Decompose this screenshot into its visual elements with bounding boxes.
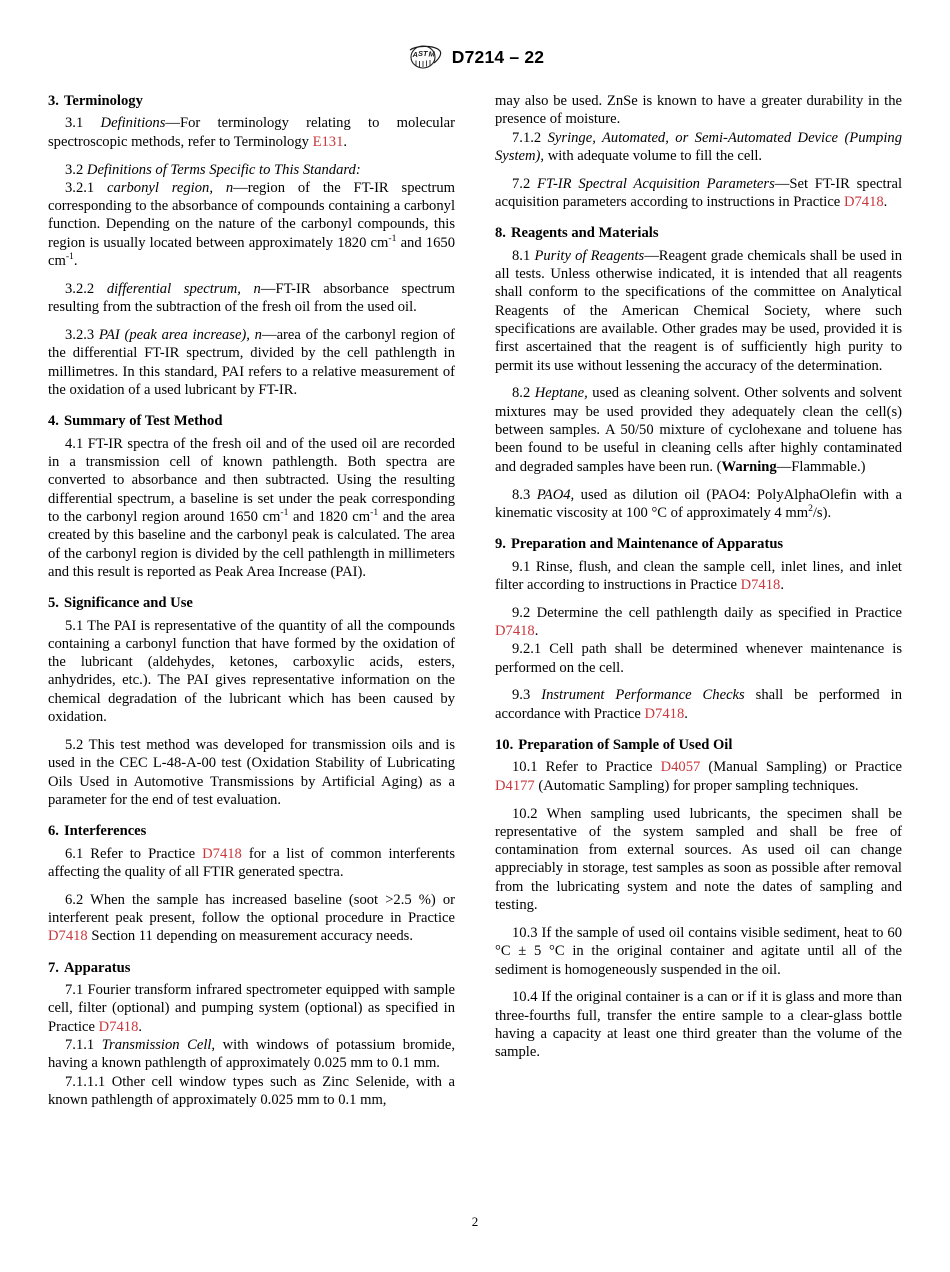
clause-text-7-1-a: Fourier transform infrared spectrometer equipped with sample cell, filter (optional) and pumping system (optional) as specified in Practice [48, 981, 455, 1035]
clause-text-5-1: The PAI is representative of the quantity of all the compounds containing a carbonyl function that have formed by the oxidation of the lubricant (aldehydes, ketones, carboxylic acids, esters, anhydrides, etc.). The PAI gives representative information on the chemical degradation of the lubricant which has been caused by oxidation. [48, 617, 455, 726]
clause-text-10-1-c: (Automatic Sampling) for proper sampling techniques. [534, 777, 859, 794]
section-title-10: Preparation of Sample of Used Oil [518, 737, 733, 753]
clause-text-10-2: When sampling used lubricants, the specimen shall be representative of the system sampled and shall be free of contamination from external sources. As used oil can change appreciably in storage, test samples as soon as possible after removal from the lubricating system and note the dates of sampling and testing. [495, 805, 902, 914]
page-footer [0, 1214, 950, 1230]
paragraph-7-1-1-1 [48, 1073, 455, 1110]
superscript-minus-one-d: -1 [370, 507, 379, 519]
clause-number-10-2: 10.2 [512, 805, 538, 822]
left-column [48, 92, 455, 1109]
term-syringe-device: Syringe, Automated, or Semi-Automated Device (Pumping System), [495, 129, 902, 164]
clause-text-10-4: If the original container is a can or if it is glass and more than three-fourths full, transfer the entire sample to a clear-glass bottle having a capacity at least one third greater than the volume of the sample. [495, 989, 902, 1061]
clause-text-6-1-b: for a list of common interferents affecting the quality of all FTIR generated spectra. [48, 845, 455, 880]
paragraph-3-2 [48, 161, 455, 179]
paragraph-3-2-3 [48, 326, 455, 399]
superscript-minus-one-a: -1 [388, 232, 397, 244]
term-heptane: Heptane, [534, 385, 588, 402]
clause-text-9-3-b: . [684, 705, 688, 722]
clause-text-8-3-a: used as dilution oil (PAO4: PolyAlphaOlefin with a kinematic viscosity at 100 °C of approximately 4 mm [495, 486, 903, 521]
section-number-4: 4. [48, 413, 59, 430]
clause-number-3-2-3: 3.2.3 [65, 327, 95, 343]
clause-text-8-2-a: used as cleaning solvent. Other solvents and solvent mixtures may be used provided they adequately clean the cell(s) between samples. A 50/50 mixture of cyclohexane and toluene has been found to be useful in cleaning cells after highly contaminated and degraded samples have been run. ( [495, 385, 902, 475]
term-carbonyl-region: carbonyl region, n [107, 179, 234, 196]
superscript-minus-one-c: -1 [280, 507, 289, 519]
section-heading-6 [48, 822, 455, 840]
section-title-8: Reagents and Materials [510, 225, 659, 242]
clause-text-8-3-b: /s). [812, 504, 832, 521]
clause-number-9-1: 9.1 [512, 558, 531, 575]
link-d7418-7-2[interactable]: D7418 [843, 194, 884, 211]
paragraph-8-3 [495, 486, 902, 523]
section-title-4: Summary of Test Method [63, 413, 223, 430]
section-title-3: Terminology [63, 93, 143, 109]
clause-text-4-1-b: and 1820 cm [288, 508, 371, 525]
link-d7418-9-2[interactable]: D7418 [495, 622, 535, 639]
clause-text-7-2-b: . [883, 194, 888, 211]
link-d4177[interactable]: D4177 [495, 777, 535, 794]
paragraph-10-4 [495, 988, 902, 1061]
clause-text-6-2-a: When the sample has increased baseline (soot >2.5 %) or interferent peak present, follow the optional procedure in Practice [48, 891, 455, 926]
section-number-6: 6. [48, 823, 59, 840]
clause-number-8-1: 8.1 [512, 247, 531, 264]
section-heading-4 [48, 412, 455, 430]
clause-text-3-2-1-a: —region of the FT-IR spectrum corresponding to the absorbance of compounds containing a carbonyl function. Depending on the nature of the carbonyl compounds, this region is usually located between approximately 1820 cm [48, 179, 456, 251]
paragraph-7-1 [48, 981, 455, 1036]
clause-text-3-1-b: . [343, 133, 348, 150]
clause-number-5-2: 5.2 [65, 736, 84, 753]
clause-text-9-2-a: Determine the cell pathlength daily as specified in Practice [530, 604, 902, 621]
document-designation: D7214 – 22 [451, 46, 545, 67]
term-purity-of-reagents: Purity of Reagents [534, 247, 645, 264]
clause-number-3-2-2: 3.2.2 [65, 280, 95, 297]
section-heading-3 [48, 92, 455, 110]
section-title-9: Preparation and Maintenance of Apparatus [510, 536, 784, 553]
paragraph-8-2 [495, 384, 902, 476]
clause-text-5-2: This test method was developed for transmission oils and is used in the CEC L-48-A-00 test (Oxidation Stability of Lubricating Oils Used in Automotive Transmissions by Artificial Aging) as a parameter for the end of test evaluation. [48, 736, 455, 808]
section-number-7: 7. [48, 959, 59, 976]
right-column [495, 92, 902, 1109]
section-heading-5 [48, 594, 455, 612]
clause-text-3-2-3: —area of the carbonyl region of the differential FT-IR spectrum, divided by the cell pathlength in millimetres. In this standard, PAI refers to a relative measurement of the oxidation of a used lubricant by FT-IR. [48, 327, 455, 398]
section-number-3: 3. [48, 93, 59, 109]
link-d7418-6-1[interactable]: D7418 [202, 845, 242, 862]
clause-number-3-2: 3.2 [65, 161, 84, 178]
paragraph-10-2 [495, 805, 902, 915]
clause-text-3-1-a: —For terminology relating to molecular spectroscopic methods, refer to Terminology [48, 115, 455, 150]
section-heading-9 [495, 535, 902, 553]
section-title-7: Apparatus [63, 959, 131, 976]
clause-number-10-3: 10.3 [512, 924, 538, 941]
clause-number-7-1-1: 7.1.1 [65, 1036, 95, 1053]
clause-text-6-1-a: Refer to Practice [83, 845, 203, 862]
clause-text-7-1-1: with windows of potassium bromide, having a known pathlength of approximately 0.025 mm to 0.1 mm. [48, 1036, 455, 1072]
section-title-5: Significance and Use [63, 595, 193, 612]
paragraph-3-1 [48, 114, 455, 151]
clause-text-3-2-2: —FT-IR absorbance spectrum resulting from the subtraction of the fresh oil from the used oil. [48, 280, 455, 316]
clause-text-8-1: —Reagent grade chemicals shall be used in all tests. Unless otherwise indicated, it is intended that all reagents shall conform to the specifications of the committee on Analytical Reagents of the American Chemical Society, where such specifications are available. Other grades may be used, provided it is first ascertained that the reagent is of sufficiently high purity to permit its use without lessening the accuracy of the determination. [495, 247, 902, 374]
clause-number-4-1: 4.1 [65, 435, 84, 452]
clause-number-9-2-1: 9.2.1 [512, 641, 542, 658]
link-d7418-9-1[interactable]: D7418 [740, 576, 781, 593]
paragraph-9-1 [495, 558, 902, 595]
clause-text-3-2-1-b: and 1650 cm [48, 234, 455, 270]
svg-text:S: S [417, 49, 423, 58]
clause-number-7-2: 7.2 [512, 175, 531, 192]
clause-text-10-1-a: Refer to Practice [537, 759, 661, 776]
clause-text-6-2-b: Section 11 depending on measurement accuracy needs. [87, 928, 414, 945]
paragraph-3-2-2 [48, 280, 455, 317]
section-number-5: 5. [48, 595, 59, 612]
term-definitions: Definitions [100, 115, 166, 132]
clause-text-9-1-a: Rinse, flush, and clean the sample cell, inlet lines, and inlet filter according to instructions in Practice [495, 558, 902, 593]
clause-number-7-1-2: 7.1.2 [512, 129, 542, 146]
paragraph-5-2 [48, 736, 455, 809]
clause-text-9-1-b: . [780, 576, 784, 593]
section-heading-10 [495, 736, 902, 754]
page-header [0, 44, 950, 70]
term-ftir-acquisition-parameters: FT-IR Spectral Acquisition Parameters [537, 175, 775, 192]
paragraph-3-2-1 [48, 179, 455, 271]
paragraph-7-1-1 [48, 1036, 455, 1073]
link-d7418-7-1[interactable]: D7418 [98, 1018, 139, 1035]
paragraph-9-2-1 [495, 640, 902, 677]
section-number-9: 9. [495, 536, 506, 553]
clause-number-5-1: 5.1 [65, 617, 84, 634]
paragraph-7-2 [495, 175, 902, 212]
clause-number-3-1: 3.1 [65, 115, 84, 132]
section-number-8: 8. [495, 225, 506, 242]
superscript-two: 2 [808, 502, 813, 514]
paragraph-10-1 [495, 758, 902, 795]
page-number: 2 [471, 1214, 479, 1229]
clause-text-3-2-1-c: . [73, 253, 78, 270]
paragraph-9-3 [495, 686, 902, 723]
section-heading-7 [48, 959, 455, 977]
term-transmission-cell: Transmission Cell, [101, 1036, 216, 1053]
term-differential-spectrum: differential spectrum, n [106, 280, 261, 297]
clause-text-7-1-b: . [138, 1018, 143, 1035]
clause-number-8-3: 8.3 [512, 486, 531, 503]
clause-text-8-2-b: —Flammable.) [776, 458, 866, 475]
term-pao4: PAO4, [536, 486, 575, 503]
section-heading-8 [495, 224, 902, 242]
section-title-6: Interferences [63, 823, 147, 840]
link-d7418-9-3[interactable]: D7418 [644, 705, 685, 722]
clause-text-9-2-b: . [534, 622, 539, 639]
term-definitions-specific: Definitions of Terms Specific to This Standard: [86, 161, 361, 178]
link-e131[interactable]: E131 [312, 133, 344, 150]
svg-text:A: A [412, 50, 418, 59]
term-pai: PAI (peak area increase), n [98, 327, 262, 343]
link-d4057[interactable]: D4057 [660, 759, 701, 776]
clause-text-4-1-c: and the area created by this baseline and the carbonyl peak is calculated. The area of the carbonyl region is divided by the cell pathlength in millimeters and this result is reported as Peak Area Increase (PAI). [48, 508, 455, 580]
clause-text-10-1-b: (Manual Sampling) or Practice [700, 759, 902, 776]
section-number-10: 10. [495, 737, 514, 753]
warning-label: Warning [721, 458, 777, 475]
clause-text-7-1-2: with adequate volume to fill the cell. [544, 147, 763, 164]
clause-number-8-2: 8.2 [512, 385, 531, 402]
paragraph-5-1 [48, 617, 455, 727]
clause-number-9-3: 9.3 [512, 687, 531, 704]
paragraph-8-1 [495, 247, 902, 375]
paragraph-7-1-2 [495, 129, 902, 166]
paragraph-4-1 [48, 435, 455, 582]
clause-text-10-3: If the sample of used oil contains visible sediment, heat to 60 °C ± 5 °C in the original container and agitate until all of the sediment is homogeneously suspended in the oil. [495, 924, 902, 978]
link-d7418-6-2[interactable]: D7418 [48, 928, 88, 945]
paragraph-10-3 [495, 924, 902, 979]
clause-number-6-1: 6.1 [65, 845, 84, 862]
paragraph-9-2 [495, 604, 902, 641]
term-instrument-performance-checks: Instrument Performance Checks [541, 687, 745, 704]
svg-text:T: T [422, 49, 428, 58]
clause-number-3-2-1: 3.2.1 [65, 179, 95, 196]
clause-text-7-2-a: —Set FT-IR spectral acquisition parameters according to instructions in Practice [495, 175, 902, 211]
paragraph-6-1 [48, 845, 455, 882]
clause-number-10-1: 10.1 [512, 759, 538, 776]
superscript-minus-one-b: -1 [65, 251, 74, 263]
clause-text-7-1-1-1-cont: may also be used. ZnSe is known to have a greater durability in the presence of moisture. [495, 93, 902, 128]
clause-text-7-1-1-1: Other cell window types such as Zinc Selenide, with a known pathlength of approximately 0.025 mm to 0.1 mm, [48, 1073, 455, 1108]
paragraph-7-1-1-1-continued [495, 92, 902, 129]
clause-number-9-2: 9.2 [512, 604, 531, 621]
clause-number-6-2: 6.2 [65, 891, 84, 908]
clause-number-10-4: 10.4 [512, 989, 538, 1006]
clause-text-9-2-1: Cell path shall be determined whenever maintenance is performed on the cell. [495, 641, 902, 676]
two-column-body [48, 92, 902, 1109]
astm-logo-icon [406, 44, 443, 70]
clause-text-9-3-a: shall be performed in accordance with Practice [495, 687, 902, 722]
paragraph-6-2 [48, 891, 455, 946]
clause-number-7-1-1-1: 7.1.1.1 [65, 1073, 106, 1090]
clause-number-7-1: 7.1 [65, 981, 84, 998]
clause-text-4-1-a: FT-IR spectra of the fresh oil and of the used oil are recorded in a transmission cell of known pathlength. Both spectra are converted to absorbance and then subtracted. Using the resulting differential spectrum, a baseline is set under the peak corresponding to the carbonyl region around 1650 cm [48, 435, 455, 525]
svg-text:M: M [428, 49, 435, 59]
